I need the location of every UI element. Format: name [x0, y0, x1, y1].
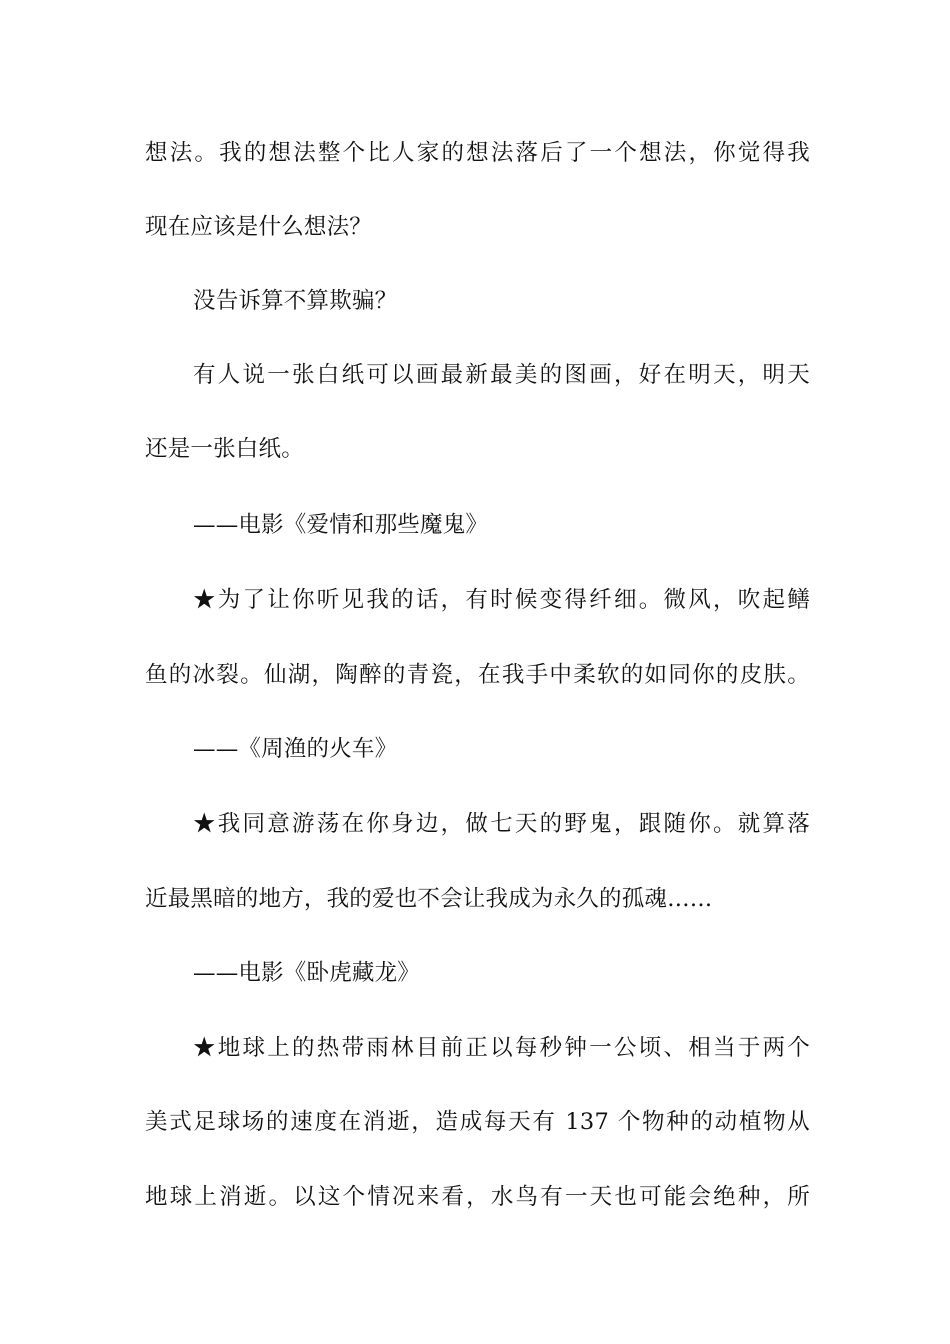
quote-source-3: ——电影《卧虎藏龙》	[193, 960, 421, 986]
text-line-4: 有人说一张白纸可以画最新最美的图画，好在明天，明天	[193, 362, 810, 388]
text-line-7: ★为了让你听见我的话，有时候变得纤细。微风，吹起鳝	[193, 587, 810, 613]
text-line-1: 想法。我的想法整个比人家的想法落后了一个想法，你觉得我	[145, 140, 810, 166]
quote-source-2: ——《周渔的火车》	[193, 736, 398, 762]
text-line-10: ★我同意游荡在你身边，做七天的野鬼，跟随你。就算落	[193, 811, 810, 837]
text-line-2: 现在应该是什么想法？	[145, 214, 373, 240]
text-line-8: 鱼的冰裂。仙湖，陶醉的青瓷，在我手中柔软的如同你的皮肤。	[145, 662, 810, 688]
quote-source-1: ——电影《爱情和那些魔鬼》	[193, 512, 489, 538]
text-line-15: 地球上消逝。以这个情况来看，水鸟有一天也可能会绝种，所	[145, 1184, 810, 1210]
text-line-13: ★地球上的热带雨林目前正以每秒钟一公顷、相当于两个	[193, 1035, 810, 1061]
text-line-5: 还是一张白纸。	[145, 436, 304, 462]
text-line-3: 没告诉算不算欺骗？	[193, 288, 398, 314]
text-line-14: 美式足球场的速度在消逝，造成每天有 137 个物种的动植物从	[145, 1109, 810, 1135]
text-line-11: 近最黑暗的地方，我的爱也不会让我成为永久的孤魂……	[145, 886, 713, 912]
